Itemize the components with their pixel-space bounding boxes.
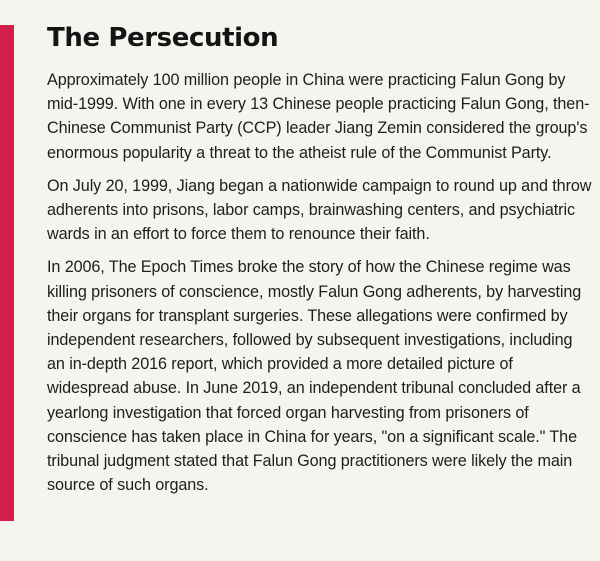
paragraph-1: Approximately 100 million people in China were practicing Falun Gong by mid-1999. With one in every 13 Chinese people practicing Falun Gong, then-Chinese Communist Party (CCP) leader Jiang Zemin considered the group's enormous popularity a threat to the atheist rule of the Communist Party. [47,71,590,162]
article-box [47,22,592,506]
paragraph-3: In 2006, The Epoch Times broke the story of how the Chinese regime was killing prisoners of conscience, mostly Falun Gong adherents, by harvesting their organs for transplant surgeries. These allegations were confirmed by independent researchers, followed by subsequent investigations, including an in-depth 2016 report, which provided a more detailed picture of widespread abuse. In June 2019, an independent tribunal concluded after a yearlong investigation that forced organ harvesting from prisoners of conscience has taken place in China for years, "on a significant scale." The tribunal judgment stated that Falun Gong practitioners were likely the main source of such organs. [47,258,582,495]
paragraph-2: On July 20, 1999, Jiang began a nationwide campaign to round up and throw adherents into prisons, labor camps, brainwashing centers, and psychiatric wards in an effort to force them to renounce their faith. [47,176,592,244]
accent-bar [0,25,14,521]
article-title: The Persecution [47,23,279,53]
